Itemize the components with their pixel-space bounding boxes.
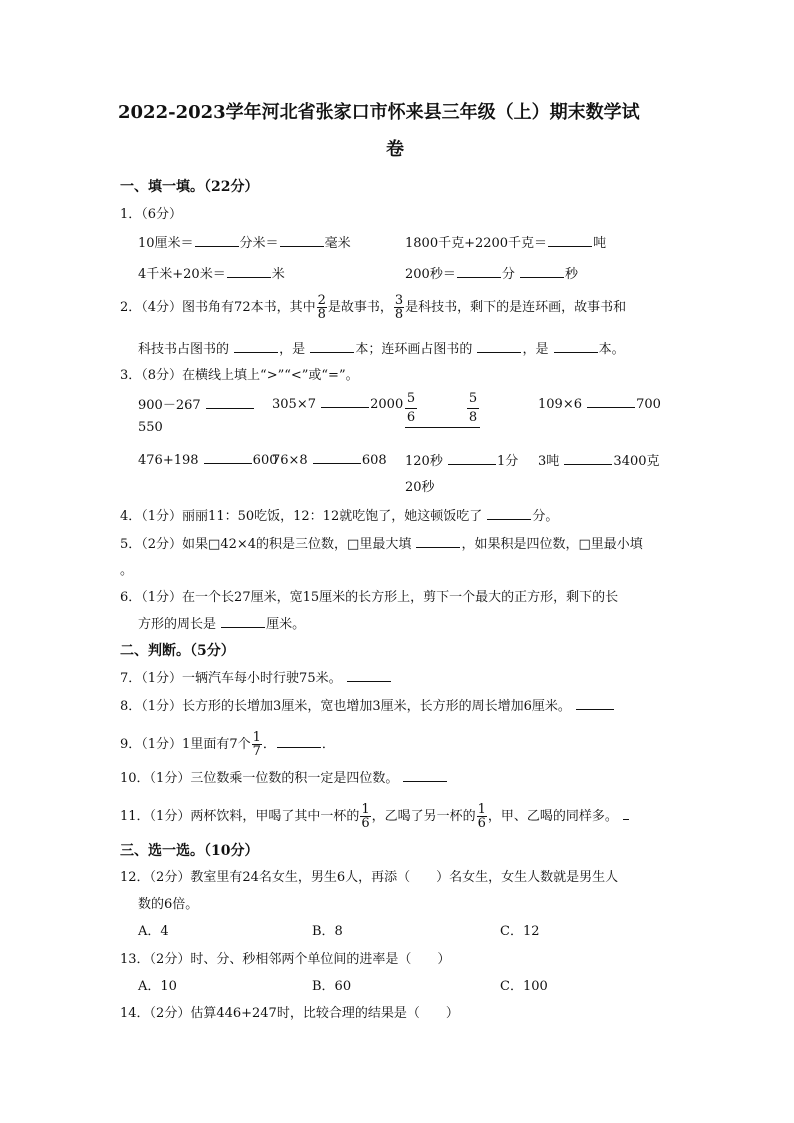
q10-text: 10．（1分）三位数乘一位数的积一定是四位数。 bbox=[120, 771, 399, 786]
q13: 13．（2分）时、分、秒相邻两个单位间的进率是（ ） bbox=[120, 952, 451, 967]
answer-blank[interactable] bbox=[448, 451, 496, 465]
q12-line2: 数的6倍。 bbox=[138, 897, 199, 912]
q11-text: ，乙喝了另一杯的 bbox=[371, 809, 476, 824]
q9-text: ． bbox=[262, 737, 276, 752]
answer-blank[interactable] bbox=[487, 506, 531, 520]
q9-text: 9．（1分）1里面有7个 bbox=[120, 737, 251, 752]
answer-blank[interactable] bbox=[277, 734, 321, 748]
answer-blank[interactable] bbox=[234, 339, 278, 353]
q5-text: ，如果积是四位数，□里最小填 bbox=[461, 537, 643, 552]
fraction bbox=[252, 731, 262, 758]
q12-option-a[interactable]: A．4 bbox=[138, 924, 169, 939]
fraction bbox=[317, 294, 327, 321]
fraction-numerator: 5 bbox=[406, 391, 416, 406]
fraction-numerator: 1 bbox=[477, 802, 486, 817]
q3-text: 900－267 bbox=[138, 398, 201, 413]
q1-text: 4千米+20米＝ bbox=[138, 267, 226, 282]
q13-option-a[interactable]: A．10 bbox=[138, 979, 177, 994]
answer-blank[interactable] bbox=[403, 768, 447, 782]
q1-head: 1．（6分） bbox=[120, 207, 183, 222]
q8 bbox=[120, 695, 615, 714]
q2-text: ，是 bbox=[522, 342, 549, 357]
fraction-numerator: 1 bbox=[252, 730, 261, 745]
answer-blank[interactable] bbox=[520, 264, 564, 278]
fraction-denominator: 6 bbox=[361, 816, 370, 831]
q9-text: ． bbox=[321, 737, 335, 752]
answer-blank[interactable] bbox=[227, 264, 271, 278]
q1-row1-left bbox=[138, 232, 351, 251]
q1-text: 10厘米＝ bbox=[138, 236, 194, 251]
q5-line1 bbox=[120, 533, 643, 552]
answer-blank[interactable] bbox=[554, 339, 598, 353]
answer-blank[interactable] bbox=[221, 614, 265, 628]
q3-text: 608 bbox=[361, 453, 387, 468]
q1-row2-right bbox=[405, 263, 578, 282]
q2-text: 是故事书， bbox=[327, 300, 393, 315]
q3-text: 700 bbox=[636, 397, 661, 412]
answer-blank[interactable] bbox=[313, 450, 361, 464]
fraction bbox=[394, 294, 404, 321]
q1-row1-right bbox=[405, 232, 606, 251]
q3-row1-a bbox=[138, 394, 255, 413]
answer-blank[interactable] bbox=[623, 806, 629, 820]
q1-text: 吨 bbox=[593, 236, 607, 251]
q11-text: 11．（1分）两杯饮料，甲喝了其中一杯的 bbox=[120, 809, 360, 824]
q2-text: 本。 bbox=[598, 342, 625, 357]
q2-text: ，是 bbox=[279, 342, 306, 357]
q2-text: 本；连环画占图书的 bbox=[355, 342, 473, 357]
fraction bbox=[360, 803, 370, 830]
q3-text: 2000 bbox=[370, 397, 404, 412]
q3-answer-line[interactable] bbox=[405, 427, 480, 428]
answer-blank[interactable] bbox=[280, 233, 324, 247]
q4 bbox=[120, 505, 558, 524]
page-title-line2: 卷 bbox=[386, 139, 404, 160]
answer-blank[interactable] bbox=[347, 668, 391, 682]
fraction-numerator: 1 bbox=[361, 802, 370, 817]
q8-text: 8．（1分）长方形的长增加3厘米，宽也增加3厘米，长方形的周长增加6厘米。 bbox=[120, 699, 571, 714]
q1-text: 分米＝ bbox=[239, 236, 279, 251]
fraction-denominator: 7 bbox=[252, 744, 261, 759]
answer-blank[interactable] bbox=[310, 339, 354, 353]
section-heading-choose: 三、选一选。（10分） bbox=[120, 843, 259, 859]
q6-line1: 6．（1分）在一个长27厘米，宽15厘米的长方形上，剪下一个最大的正方形，剩下的长 bbox=[120, 590, 619, 605]
answer-blank[interactable] bbox=[195, 233, 239, 247]
section-heading-fill: 一、填一填。（22分） bbox=[120, 179, 259, 195]
q2-line1 bbox=[120, 294, 626, 321]
page-title-line1: 2022-2023学年河北省张家口市怀来县三年级（上）期末数学试 bbox=[118, 102, 640, 123]
q14: 14．（2分）估算446+247时，比较合理的结果是（ ） bbox=[120, 1006, 459, 1021]
q13-option-c[interactable]: C．100 bbox=[500, 979, 548, 994]
q1-text: 毫米 bbox=[324, 236, 351, 251]
fraction-denominator: 6 bbox=[406, 410, 416, 425]
q3-text: 305×7 bbox=[272, 397, 316, 412]
q11 bbox=[120, 803, 630, 830]
fraction-numerator: 2 bbox=[317, 293, 326, 308]
q2-text: 科技书占图书的 bbox=[138, 342, 230, 357]
fraction-numerator: 3 bbox=[394, 293, 404, 308]
fraction-denominator: 8 bbox=[394, 307, 404, 322]
q3-text: 476+198 bbox=[138, 453, 199, 468]
q1-text: 米 bbox=[271, 267, 285, 282]
q7 bbox=[120, 667, 392, 686]
answer-blank[interactable] bbox=[457, 264, 501, 278]
q6-text: 厘米。 bbox=[266, 617, 306, 632]
q1-text: 分 bbox=[501, 267, 515, 282]
section-heading-judge: 二、判断。（5分） bbox=[120, 643, 235, 659]
q3-row2-wrap: 20秒 bbox=[405, 480, 435, 495]
q2-text: 是科技书，剩下的是连环画，故事书和 bbox=[405, 300, 627, 315]
q3-head: 3．（8分）在横线上填上“>”“<”或“=”。 bbox=[120, 368, 359, 383]
q3-row2-d bbox=[538, 450, 660, 469]
q10 bbox=[120, 767, 448, 786]
q3-row2-c bbox=[405, 450, 518, 469]
q12-option-b[interactable]: B．8 bbox=[312, 924, 343, 939]
answer-blank[interactable] bbox=[548, 233, 592, 247]
answer-blank[interactable] bbox=[587, 394, 635, 408]
q3-frac2 bbox=[467, 390, 479, 427]
q4-text: 4．（1分）丽丽11：50吃饭，12：12就吃饱了，她这顿饭吃了 bbox=[120, 509, 483, 524]
answer-blank[interactable] bbox=[321, 394, 369, 408]
answer-blank[interactable] bbox=[576, 696, 614, 710]
q3-text: 109×6 bbox=[538, 397, 582, 412]
q2-line2 bbox=[138, 338, 625, 357]
fraction-denominator: 6 bbox=[477, 816, 486, 831]
answer-blank[interactable] bbox=[204, 450, 252, 464]
fraction-denominator: 8 bbox=[317, 307, 326, 322]
answer-blank[interactable] bbox=[206, 395, 254, 409]
q2-text: 2．（4分）图书角有72本书，其中 bbox=[120, 300, 316, 315]
answer-blank[interactable] bbox=[477, 339, 521, 353]
q1-text: 200秒＝ bbox=[405, 267, 456, 282]
q12-line1: 12．（2分）教室里有24名女生，男生6人，再添（ ）名女生，女生人数就是男生人 bbox=[120, 870, 619, 885]
q3-text: 3400克 bbox=[613, 454, 660, 469]
q3-row1-d bbox=[538, 394, 661, 412]
q3-text: 1分 bbox=[496, 454, 519, 469]
q3-row2-b bbox=[272, 450, 387, 468]
answer-blank[interactable] bbox=[416, 534, 460, 548]
q3-text: 600 bbox=[252, 453, 278, 468]
q3-frac1 bbox=[405, 390, 417, 427]
q5-line2: 。 bbox=[120, 563, 134, 578]
fraction-numerator: 5 bbox=[468, 391, 478, 406]
q12-option-c[interactable]: C．12 bbox=[500, 924, 540, 939]
q9 bbox=[120, 731, 335, 758]
q3-row2-a bbox=[138, 450, 278, 468]
q6-text: 方形的周长是 bbox=[138, 617, 217, 632]
q3-row1-b bbox=[272, 394, 403, 412]
q3-text: 76×8 bbox=[272, 453, 308, 468]
q4-text: 分。 bbox=[532, 509, 559, 524]
q6-line2 bbox=[138, 613, 305, 632]
q1-text: 1800千克+2200千克＝ bbox=[405, 236, 548, 251]
q13-option-b[interactable]: B．60 bbox=[312, 979, 352, 994]
answer-blank[interactable] bbox=[564, 451, 612, 465]
q3-text: 3吨 bbox=[538, 454, 560, 469]
q3-text: 120秒 bbox=[405, 454, 443, 469]
q1-row2-left bbox=[138, 263, 285, 282]
fraction bbox=[477, 803, 487, 830]
q1-text: 秒 bbox=[564, 267, 578, 282]
q11-text: ，甲、乙喝的同样多。 bbox=[487, 809, 618, 824]
fraction-denominator: 8 bbox=[468, 410, 478, 425]
q3-row1-wrap: 550 bbox=[138, 420, 163, 435]
q7-text: 7．（1分）一辆汽车每小时行驶75米。 bbox=[120, 671, 342, 686]
q5-text: 5．（2分）如果□42×4的积是三位数，□里最大填 bbox=[120, 537, 412, 552]
